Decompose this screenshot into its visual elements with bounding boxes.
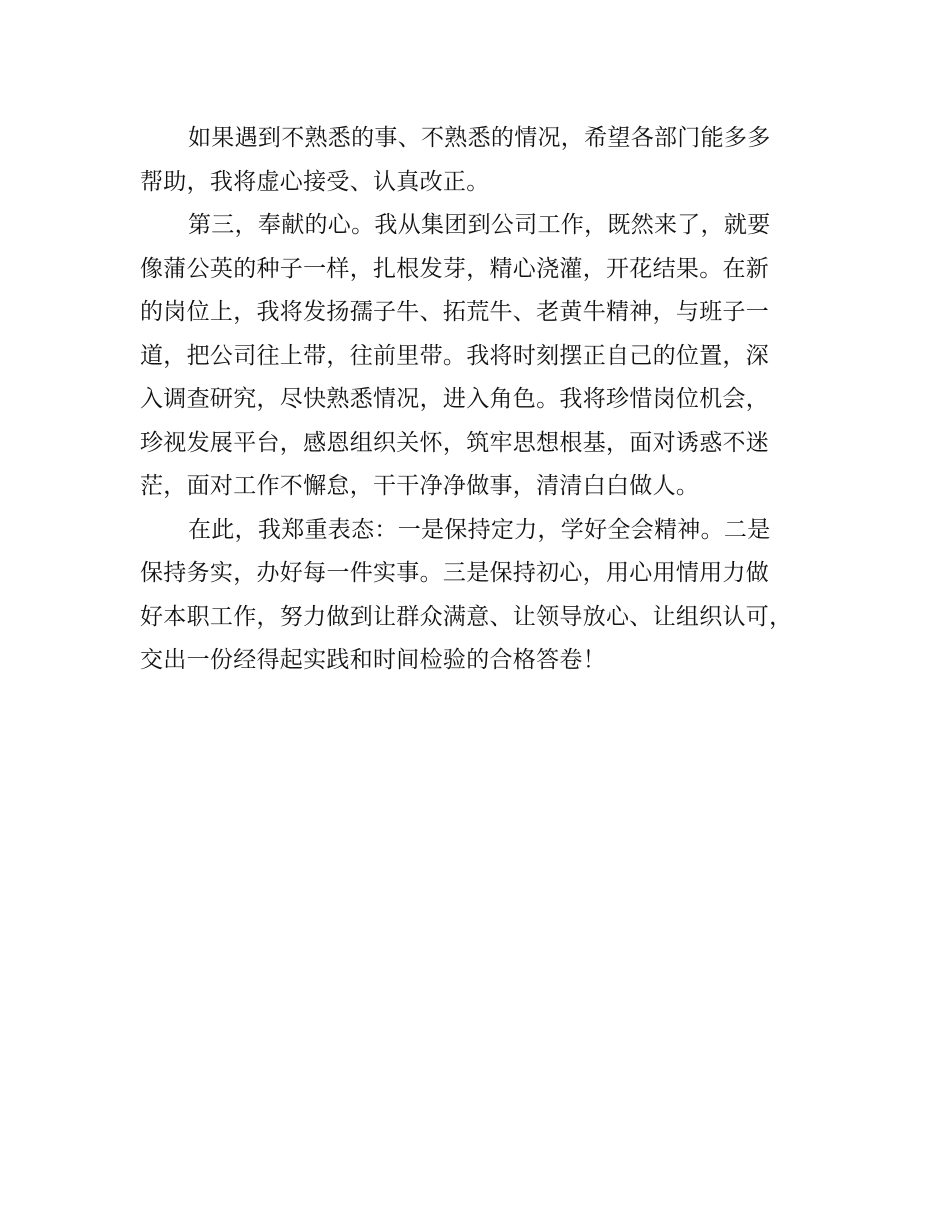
paragraph-3 bbox=[140, 509, 830, 683]
text-line: 入调查研究，尽快熟悉情况，进入角色。我将珍惜岗位机会， bbox=[140, 386, 770, 412]
document-body bbox=[140, 117, 830, 683]
paragraph-1 bbox=[140, 117, 830, 204]
text-line: 道，把公司往上带，往前里带。我将时刻摆正自己的位置，深 bbox=[140, 342, 770, 369]
text-line: 像蒲公英的种子一样，扎根发芽，精心浇灌，开花结果。在新 bbox=[140, 255, 770, 282]
text-line: 保持务实，办好每一件实事。三是保持初心，用心用情用力做 bbox=[140, 560, 770, 586]
text-line: 在此，我郑重表态：一是保持定力，学好全会精神。二是 bbox=[188, 516, 771, 543]
text-line: 交出一份经得起实践和时间检验的合格答卷！ bbox=[140, 647, 606, 673]
text-line: 帮助，我将虚心接受、认真改正。 bbox=[140, 168, 490, 195]
text-line: 第三，奉献的心。我从集团到公司工作，既然来了，就要 bbox=[188, 212, 771, 238]
text-line: 的岗位上，我将发扬孺子牛、拓荒牛、老黄牛精神，与班子一 bbox=[140, 299, 770, 325]
text-line: 如果遇到不熟悉的事、不熟悉的情况，希望各部门能多多 bbox=[188, 125, 771, 151]
text-line: 好本职工作，努力做到让群众满意、让领导放心、让组织认可， bbox=[140, 603, 793, 630]
text-line: 茫，面对工作不懈怠，干干净净做事，清清白白做人。 bbox=[140, 473, 700, 499]
text-line: 珍视发展平台，感恩组织关怀，筑牢思想根基，面对诱惑不迷 bbox=[140, 429, 770, 456]
paragraph-2 bbox=[140, 204, 830, 509]
